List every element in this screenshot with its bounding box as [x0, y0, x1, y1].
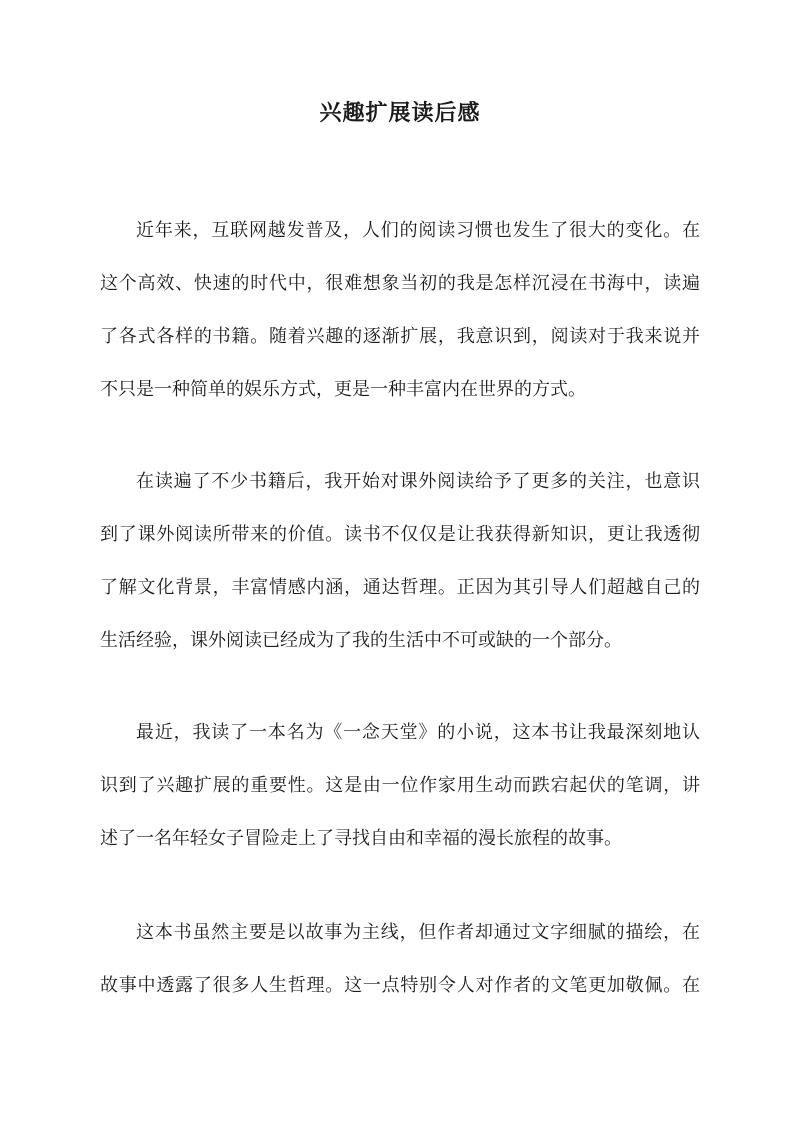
paragraph-line: 故事中透露了很多人生哲理。这一点特别令人对作者的文笔更加敬佩。在 [100, 975, 700, 996]
paragraph-line: 不只是一种简单的娱乐方式，更是一种丰富内在世界的方式。 [100, 379, 586, 400]
paragraph-4 [100, 906, 700, 1012]
paragraph-line: 了各式各样的书籍。随着兴趣的逐渐扩展，我意识到，阅读对于我来说并 [100, 326, 700, 347]
paragraph-line: 生活经验，课外阅读已经成为了我的生活中不可或缺的一个部分。 [100, 630, 622, 651]
paragraph-line: 到了课外阅读所带来的价值。读书不仅仅是让我获得新知识，更让我透彻 [100, 524, 700, 545]
paragraph-line: 了解文化背景，丰富情感内涵，通达哲理。正因为其引导人们超越自己的 [100, 577, 700, 598]
paragraph-2 [100, 455, 700, 667]
paragraph-1 [100, 204, 700, 416]
paragraph-3 [100, 706, 700, 865]
paragraph-line: 最近，我读了一本名为《一念天堂》的小说，这本书让我最深刻地认 [136, 722, 700, 743]
paragraph-line: 这本书虽然主要是以故事为主线，但作者却通过文字细腻的描绘，在 [136, 922, 700, 943]
paragraph-line: 近年来，互联网越发普及，人们的阅读习惯也发生了很大的变化。在 [136, 220, 700, 241]
paragraph-line: 这个高效、快速的时代中，很难想象当初的我是怎样沉浸在书海中，读遍 [100, 273, 700, 294]
paragraph-line: 述了一名年轻女子冒险走上了寻找自由和幸福的漫长旅程的故事。 [100, 828, 622, 849]
document-title: 兴趣扩展读后感 [319, 100, 481, 126]
paragraph-line: 识到了兴趣扩展的重要性。这是由一位作家用生动而跌宕起伏的笔调，讲 [100, 775, 700, 796]
paragraph-line: 在读遍了不少书籍后，我开始对课外阅读给予了更多的关注，也意识 [136, 471, 700, 492]
